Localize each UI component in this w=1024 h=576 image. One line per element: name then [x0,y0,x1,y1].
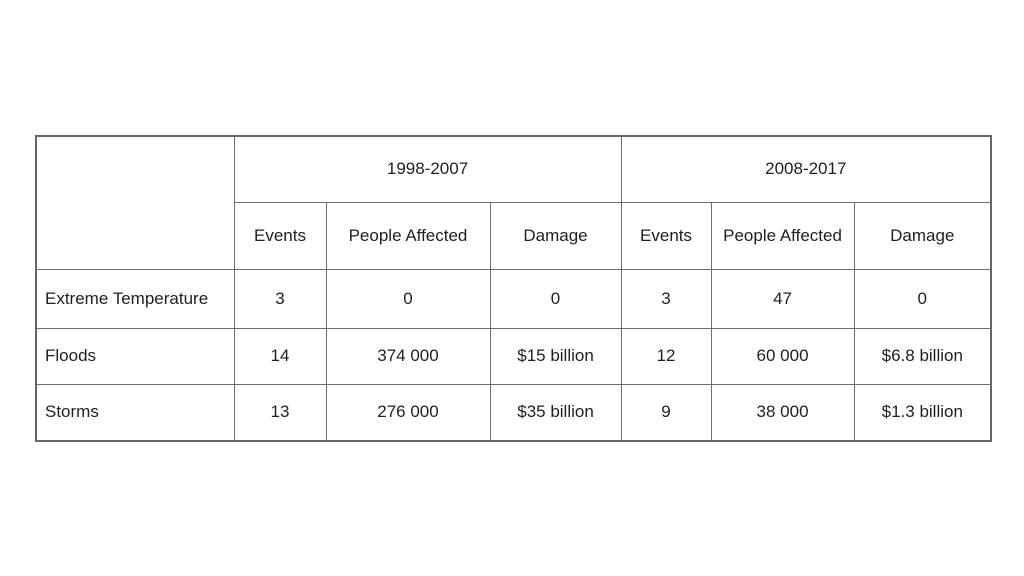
col-header-damage-period1: Damage [490,202,621,269]
cell-floods-events-period2: 12 [621,328,711,384]
period-header-row [36,136,991,202]
cell-storms-damage-period2: $1.3 billion [854,384,991,441]
cell-storms-people-period2: 38 000 [711,384,854,441]
cell-storms-damage-period1: $35 billion [490,384,621,441]
col-header-damage-period2: Damage [854,202,991,269]
cell-floods-people-period1: 374 000 [326,328,490,384]
period-header-2008-2017: 2008-2017 [621,136,991,202]
col-header-people-affected-period2: People Affected [711,202,854,269]
cell-extreme-temperature-people-period2: 47 [711,269,854,328]
cell-floods-damage-period2: $6.8 billion [854,328,991,384]
table-row-storms [36,384,991,441]
cell-floods-damage-period1: $15 billion [490,328,621,384]
cell-extreme-temperature-damage-period2: 0 [854,269,991,328]
row-label-floods: Floods [36,328,234,384]
disaster-statistics-table [35,135,992,442]
col-header-events-period1: Events [234,202,326,269]
cell-extreme-temperature-events-period2: 3 [621,269,711,328]
cell-storms-events-period1: 13 [234,384,326,441]
cell-storms-people-period1: 276 000 [326,384,490,441]
cell-floods-people-period2: 60 000 [711,328,854,384]
cell-extreme-temperature-damage-period1: 0 [490,269,621,328]
cell-extreme-temperature-people-period1: 0 [326,269,490,328]
row-label-extreme-temperature: Extreme Temperature [36,269,234,328]
col-header-people-affected-period1: People Affected [326,202,490,269]
period-header-1998-2007: 1998-2007 [234,136,621,202]
cell-floods-events-period1: 14 [234,328,326,384]
cell-storms-events-period2: 9 [621,384,711,441]
corner-cell [36,136,234,269]
cell-extreme-temperature-events-period1: 3 [234,269,326,328]
col-header-events-period2: Events [621,202,711,269]
table-row-floods [36,328,991,384]
row-label-storms: Storms [36,384,234,441]
table-row-extreme-temperature [36,269,991,328]
